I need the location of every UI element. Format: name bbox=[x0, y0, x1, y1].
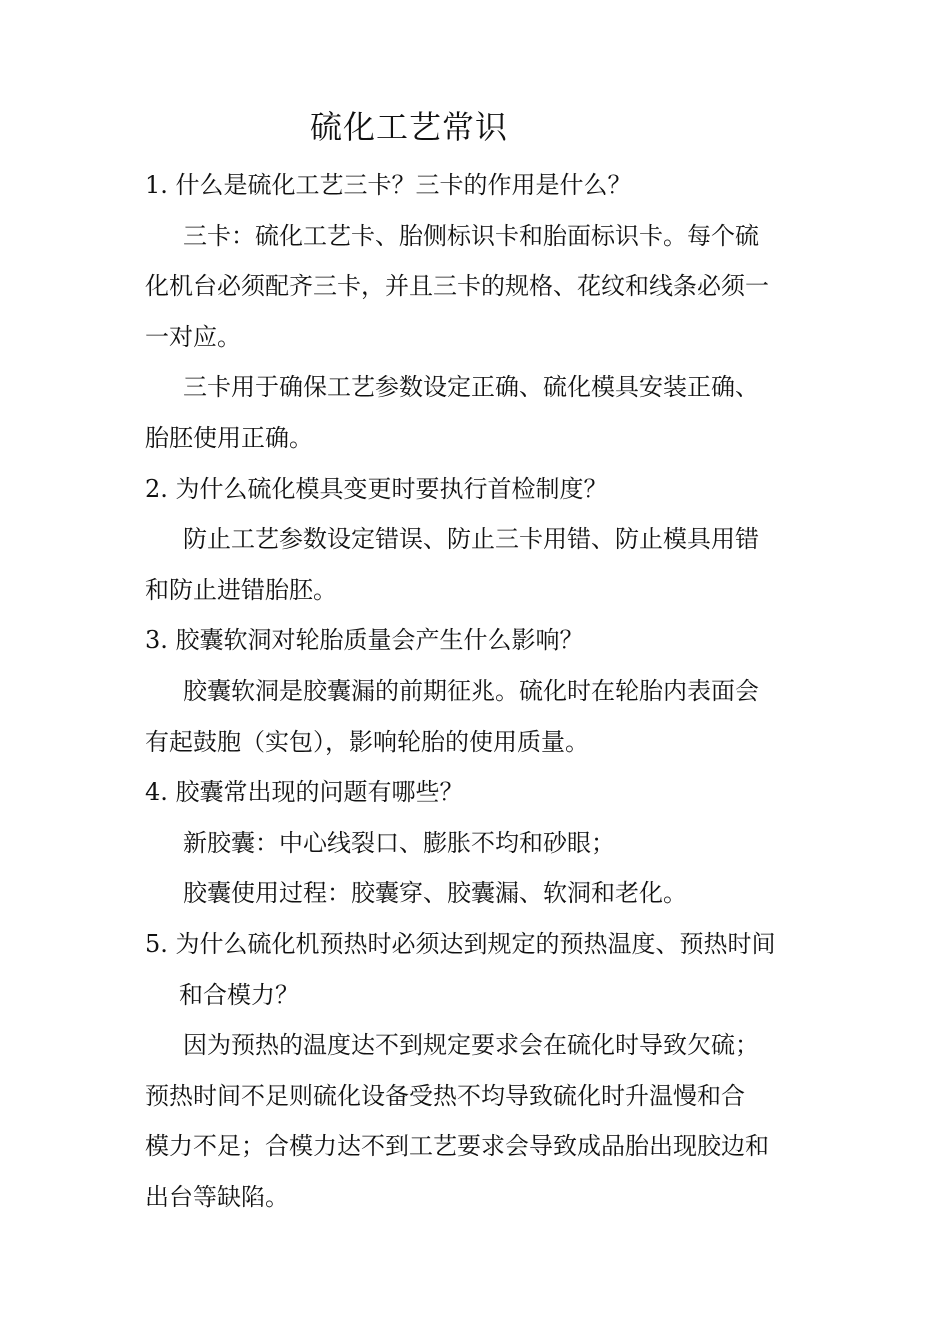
answer-2-line-2: 和防止进错胎胚。 bbox=[145, 575, 337, 604]
answer-1-paragraph-1-line-3: 一对应。 bbox=[145, 322, 241, 351]
question-2: 2. 为什么硫化模具变更时要执行首检制度？ bbox=[145, 474, 608, 503]
answer-5-line-1: 因为预热的温度达不到规定要求会在硫化时导致欠硫； bbox=[183, 1031, 759, 1060]
question-4: 4. 胶囊常出现的问题有哪些？ bbox=[145, 778, 464, 807]
question-1: 1. 什么是硫化工艺三卡？三卡的作用是什么？ bbox=[145, 171, 632, 199]
answer-1-paragraph-1-line-1: 三卡：硫化工艺卡、胎侧标识卡和胎面标识卡。每个硫 bbox=[183, 221, 759, 250]
answer-5-line-3: 模力不足；合模力达不到工艺要求会导致成品胎出现胶边和 bbox=[145, 1132, 769, 1161]
answer-1-paragraph-2-line-1: 三卡用于确保工艺参数设定正确、硫化模具安装正确、 bbox=[183, 373, 759, 402]
answer-5-line-2: 预热时间不足则硫化设备受热不均导致硫化时升温慢和合 bbox=[145, 1081, 745, 1110]
answer-3-line-1: 胶囊软洞是胶囊漏的前期征兆。硫化时在轮胎内表面会 bbox=[183, 676, 759, 705]
question-5-line-1: 5. 为什么硫化机预热时必须达到规定的预热温度、预热时间 bbox=[145, 929, 776, 958]
answer-5-line-4: 出台等缺陷。 bbox=[145, 1182, 289, 1211]
document-body bbox=[145, 160, 820, 1222]
question-5-line-2: 和合模力？ bbox=[179, 980, 299, 1009]
answer-2-line-1: 防止工艺参数设定错误、防止三卡用错、防止模具用错 bbox=[183, 525, 759, 554]
document-title: 硫化工艺常识 bbox=[310, 108, 509, 146]
answer-4-line-2: 胶囊使用过程：胶囊穿、胶囊漏、软洞和老化。 bbox=[183, 879, 687, 908]
answer-1-paragraph-2-line-2: 胎胚使用正确。 bbox=[145, 423, 313, 452]
question-3: 3. 胶囊软洞对轮胎质量会产生什么影响？ bbox=[145, 626, 584, 655]
answer-1-paragraph-1-line-2: 化机台必须配齐三卡，并且三卡的规格、花纹和线条必须一 bbox=[145, 272, 769, 301]
answer-3-line-2: 有起鼓胞（实包），影响轮胎的使用质量。 bbox=[145, 727, 589, 756]
answer-4-line-1: 新胶囊：中心线裂口、膨胀不均和砂眼； bbox=[183, 828, 615, 857]
